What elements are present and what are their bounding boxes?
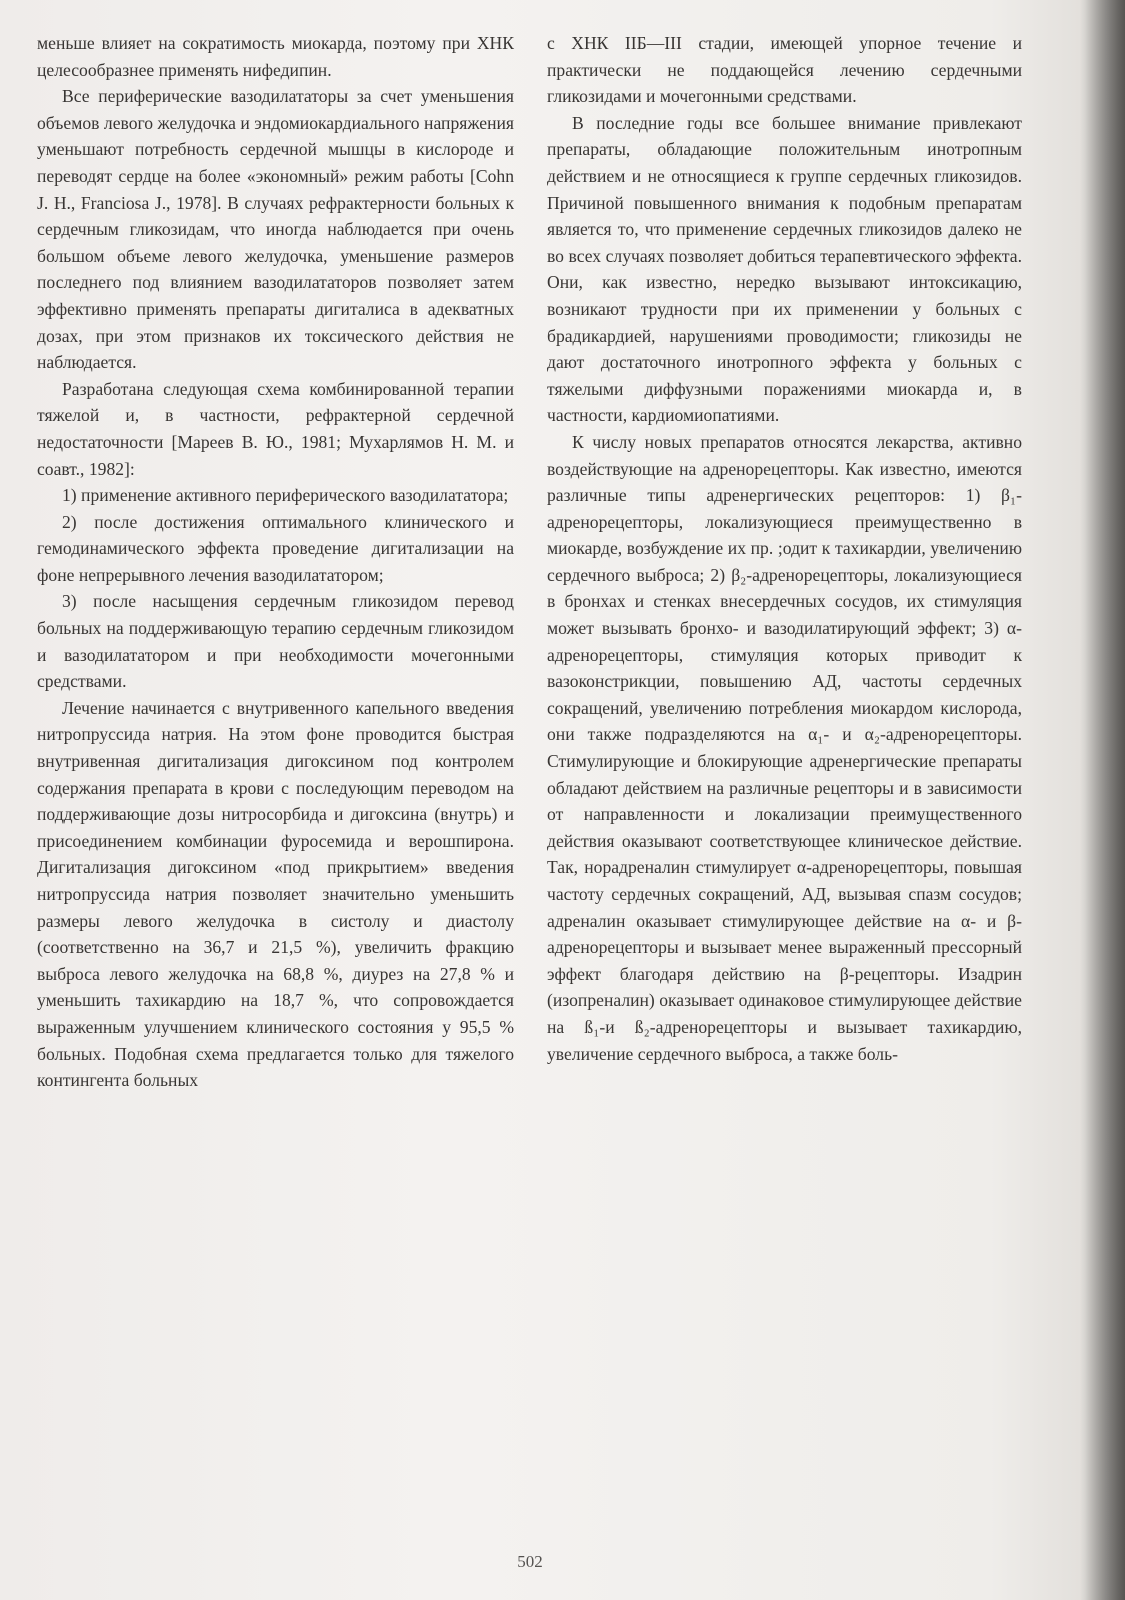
paragraph: с ХНК IIБ—III стадии, имеющей упорное течение и практически не поддающейся лечению сердечными гликозидами и мочегонными средствами. xyxy=(547,33,1022,107)
paragraph: меньше влияет на сократимость миокарда, поэтому при ХНК целесообразнее применять нифедипин. xyxy=(37,33,514,80)
left-text-column xyxy=(37,30,514,1094)
scan-edge-shadow xyxy=(1085,0,1125,1600)
paragraph: 1) применение активного периферического вазодилататора; xyxy=(62,485,509,506)
paragraph: В последние годы все большее внимание привлекают препараты, обладающие положительным инотропным действием и не относящиеся к группе сердечных гликозидов. Причиной повышенного внимания к подобным препаратам является то, что применение сердечных гликозидов далеко не во всех случаях позволяет добиться терапевтического эффекта. Они, как известно, нередко вызывают интоксикацию, возникают трудности при их применении у больных с брадикардией, нарушениями проводимости; гликозиды не дают достаточного инотропного эффекта у больных с тяжелыми диффузными поражениями миокарда и, в частности, кардиомиопатиями. xyxy=(547,112,1022,426)
paragraph: К числу новых препаратов относятся лекарства, активно воздействующие на адренорецепторы. Как известно, имеются различные типы адренергических рецепторов: 1) β₁-адренорецепторы, локализующиеся преимущественно в миокарде, возбуждение их пр. ;одит к тахикардии, увеличению сердечного выброса; 2) β₂-адренорецепторы, локализующиеся в бронхах и стенках внесердечных сосудов, их стимуляция может вызывать бронхо- и вазодилатирующий эффект; 3) α-адренорецепторы, стимуляция которых приводит к вазоконстрикции, повышению АД, частоты сердечных сокращений, увеличению потребления миокардом кислорода, они также подразделяются на α₁- и α₂-адренорецепторы. Стимулирующие и блокирующие адренергические препараты обладают действием на различные рецепторы и в зависимости от направленности и локализации преимущественного действия оказывают соответствующее клиническое действие. Так, норадреналин стимулирует α-адренорецепторы, повышая частоту сердечных сокращений, АД, вызывая спазм сосудов; адреналин оказывает стимулирующее действие на α- и β-адренорецепторы и вызывает менее выраженный прессорный эффект благодаря действию на β-рецепторы. Изадрин (изопреналин) оказывает одинаковое стимулирующее действие на ß₁-и ß₂-адренорецепторы и вызывает тахикардию, увеличение сердечного выброса, а также боль- xyxy=(547,431,1022,1064)
right-text-column xyxy=(547,30,1022,1067)
paragraph: 3) после насыщения сердечным гликозидом перевод больных на поддерживающую терапию сердечным гликозидом и вазодилататором и при необходимости мочегонными средствами. xyxy=(37,591,514,692)
paragraph: Лечение начинается с внутривенного капельного введения нитропруссида натрия. На этом фоне проводится быстрая внутривенная дигитализация дигоксином под контролем содержания препарата в крови с последующим переводом на поддерживающие дозы нитросорбида и дигоксина (внутрь) и присоединением комбинации фуросемида и верошпирона. Дигитализация дигоксином «под прикрытием» введения нитропруссида натрия позволяет значительно уменьшить размеры левого желудочка в систолу и диастолу (соответственно на 36,7 и 21,5 %), увеличить фракцию выброса левого желудочка на 68,8 %, диурез на 27,8 % и уменьшить тахикардию на 18,7 %, что сопровождается выраженным улучшением клинического состояния у 95,5 % больных. Подобная схема предлагается только для тяжелого контингента больных xyxy=(37,697,514,1091)
paragraph: Все периферические вазодилататоры за счет уменьшения объемов левого желудочка и эндомиокардиального напряжения уменьшают потребность сердечной мышцы в кислороде и переводят сердце на более «экономный» режим работы [Cohn J. H., Franciosa J., 1978]. В случаях рефрактерности больных к сердечным гликозидам, что иногда наблюдается при очень большом объеме левого желудочка, уменьшение размеров последнего под влиянием вазодилататоров позволяет затем эффективно применять препараты дигиталиса в адекватных дозах, при этом признаков их токсического действия не наблюдается. xyxy=(37,86,514,373)
paragraph: 2) после достижения оптимального клинического и гемодинамического эффекта проведение дигитализации на фоне непрерывного лечения вазодилататором; xyxy=(37,511,514,585)
paragraph: Разработана следующая схема комбинированной терапии тяжелой и, в частности, рефрактерной сердечной недостаточности [Мареев В. Ю., 1981; Мухарлямов Н. М. и соавт., 1982]: xyxy=(37,378,514,479)
page-number: 502 xyxy=(517,1552,543,1571)
